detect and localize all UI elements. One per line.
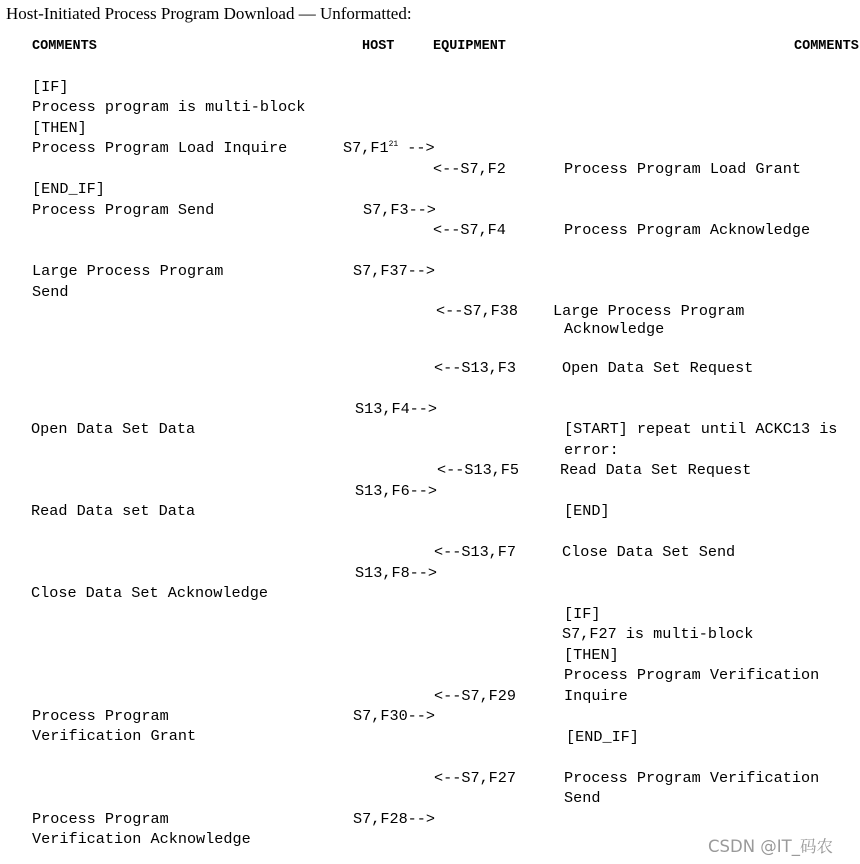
condition-multiblock: Process program is multi-block xyxy=(32,98,306,116)
comment-verif-ack-line1: Process Program xyxy=(32,810,169,828)
comment-read-request: Read Data Set Request xyxy=(560,461,752,479)
header-comments-right: COMMENTS xyxy=(794,39,859,54)
comment-verif-ack-line2: Verification Acknowledge xyxy=(32,830,251,848)
footnote-marker: 21 xyxy=(388,140,399,149)
message-s7f29: <--S7,F29 xyxy=(434,687,517,705)
message-s13f8: S13,F8--> xyxy=(355,564,438,582)
message-s7f37: S7,F37--> xyxy=(353,262,436,280)
start-repeat-keyword: [START] repeat until ACKC13 is xyxy=(564,420,838,438)
comment-large-send-line2: Send xyxy=(32,283,69,301)
error-label: error: xyxy=(564,441,619,459)
if-keyword-2: [IF] xyxy=(564,605,601,623)
comment-large-send-line1: Large Process Program xyxy=(32,262,224,280)
end-keyword: [END] xyxy=(564,502,610,520)
message-s7f1-arrow: --> xyxy=(398,139,435,157)
comment-load-grant: Process Program Load Grant xyxy=(564,160,801,178)
message-s13f5: <--S13,F5 xyxy=(437,461,520,479)
message-s7f4: <--S7,F4 xyxy=(433,221,506,239)
message-s7f3: S7,F3--> xyxy=(363,201,436,219)
comment-pp-ack: Process Program Acknowledge xyxy=(564,221,811,239)
comment-pp-send: Process Program Send xyxy=(32,201,215,219)
header-equipment: EQUIPMENT xyxy=(433,39,506,54)
comment-large-ack-line1: Large Process Program xyxy=(553,302,745,320)
comment-verif-grant-line1: Process Program xyxy=(32,707,169,725)
end-if-keyword-2: [END_IF] xyxy=(566,728,639,746)
header-host: HOST xyxy=(362,39,395,54)
document-title: Host-Initiated Process Program Download — Unformatted: xyxy=(6,4,412,23)
message-s7f38: <--S7,F38 xyxy=(436,302,519,320)
header-comments-left: COMMENTS xyxy=(32,39,97,54)
message-s13f3: <--S13,F3 xyxy=(434,359,517,377)
message-s7f30: S7,F30--> xyxy=(353,707,436,725)
message-s13f7: <--S13,F7 xyxy=(434,543,517,561)
message-s7f27: <--S7,F27 xyxy=(434,769,517,787)
comment-verif-inquire-line2: Inquire xyxy=(564,687,628,705)
comment-verif-send-line1: Process Program Verification xyxy=(564,769,820,787)
comment-verif-inquire-line1: Process Program Verification xyxy=(564,666,820,684)
message-s13f4: S13,F4--> xyxy=(355,400,438,418)
watermark: CSDN @IT_码农 xyxy=(708,837,833,856)
then-keyword-2: [THEN] xyxy=(564,646,619,664)
message-s13f6: S13,F6--> xyxy=(355,482,438,500)
comment-close-ack: Close Data Set Acknowledge xyxy=(31,584,268,602)
comment-open-request: Open Data Set Request xyxy=(562,359,754,377)
message-s7f2: <--S7,F2 xyxy=(433,160,506,178)
comment-read-data: Read Data set Data xyxy=(31,502,196,520)
end-if-keyword: [END_IF] xyxy=(32,180,105,198)
comment-open-data: Open Data Set Data xyxy=(31,420,196,438)
comment-verif-grant-line2: Verification Grant xyxy=(32,727,197,745)
comment-close-send: Close Data Set Send xyxy=(562,543,736,561)
comment-verif-send-line2: Send xyxy=(564,789,601,807)
message-s7f28: S7,F28--> xyxy=(353,810,436,828)
condition-s7f27-multiblock: S7,F27 is multi-block xyxy=(562,625,754,643)
comment-large-ack-line2: Acknowledge xyxy=(564,320,665,338)
message-s7f1-label: S7,F1 xyxy=(343,139,389,157)
then-keyword: [THEN] xyxy=(32,119,87,137)
comment-load-inquire: Process Program Load Inquire xyxy=(32,139,288,157)
if-keyword: [IF] xyxy=(32,78,69,96)
message-s7f1 xyxy=(343,138,435,158)
